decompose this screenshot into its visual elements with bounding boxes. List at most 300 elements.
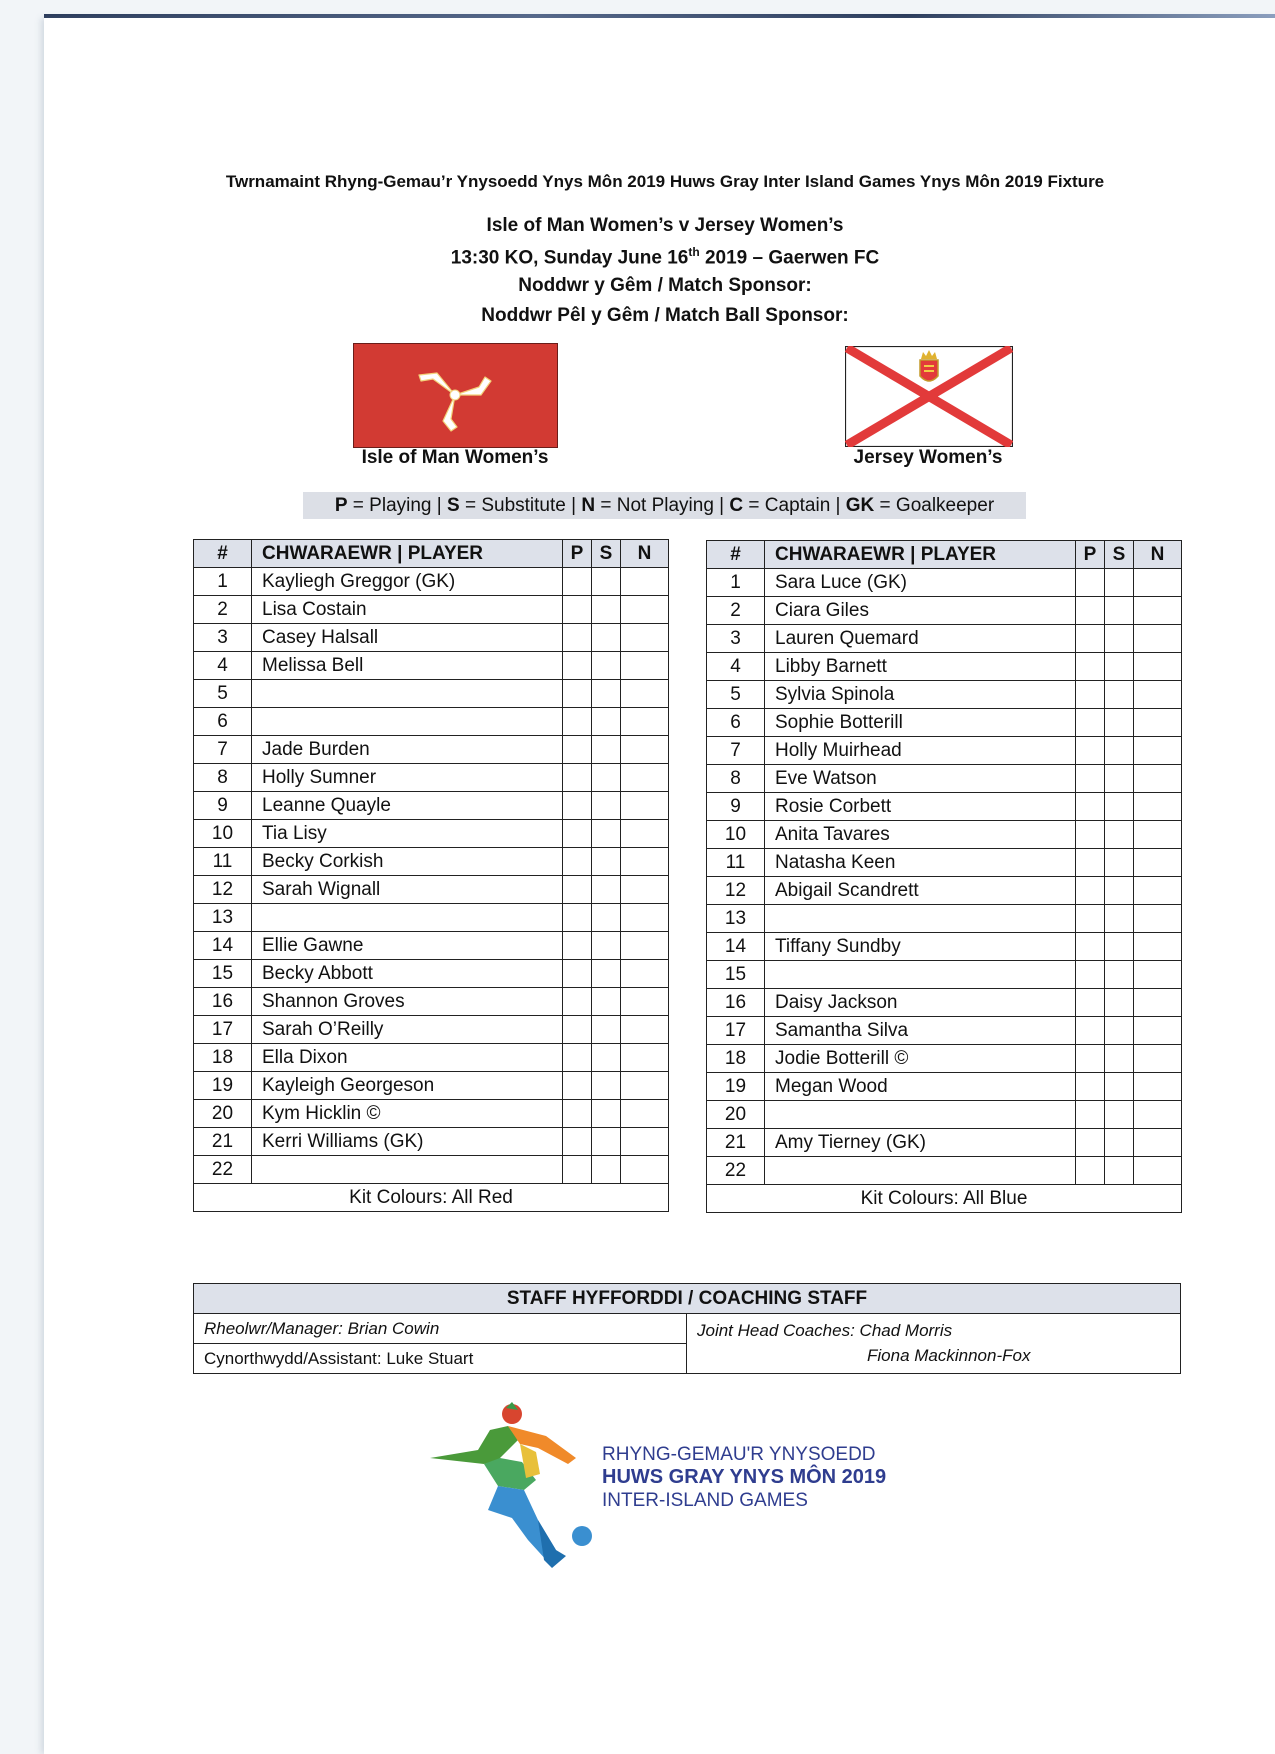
playing-checkbox — [1076, 793, 1105, 821]
playing-checkbox — [1076, 1073, 1105, 1101]
player-number: 20 — [707, 1101, 765, 1129]
substitute-checkbox — [1105, 625, 1134, 653]
table-row — [707, 905, 1182, 933]
not-playing-checkbox — [1134, 933, 1182, 961]
not-playing-checkbox — [621, 1100, 669, 1128]
status-legend — [303, 492, 1026, 519]
playing-checkbox — [563, 708, 592, 736]
player-name: Lisa Costain — [252, 596, 563, 624]
match-title: Isle of Man Women’s v Jersey Women’s — [486, 215, 844, 236]
player-name: Kayliegh Greggor (GK) — [252, 568, 563, 596]
table-row — [707, 709, 1182, 737]
fixture-title: Twrnamaint Rhyng-Gemau’r Ynysoedd Ynys Môn 2019 Huws Gray Inter Island Games Ynys Môn 2019 Fixture — [225, 172, 1105, 191]
table-row — [707, 1045, 1182, 1073]
not-playing-checkbox — [621, 1016, 669, 1044]
playing-checkbox — [1076, 597, 1105, 625]
col-s-header: S — [592, 540, 621, 568]
playing-checkbox — [563, 904, 592, 932]
substitute-checkbox — [592, 1128, 621, 1156]
not-playing-checkbox — [621, 932, 669, 960]
table-row — [194, 708, 669, 736]
not-playing-checkbox — [1134, 737, 1182, 765]
playing-checkbox — [563, 988, 592, 1016]
player-name: Jodie Botterill © — [765, 1045, 1076, 1073]
player-number: 10 — [194, 820, 252, 848]
player-name — [765, 905, 1076, 933]
player-name: Abigail Scandrett — [765, 877, 1076, 905]
player-number: 15 — [707, 961, 765, 989]
table-row — [707, 793, 1182, 821]
table-row — [194, 792, 669, 820]
playing-checkbox — [1076, 1017, 1105, 1045]
player-name — [765, 961, 1076, 989]
substitute-checkbox — [1105, 681, 1134, 709]
table-row — [707, 1129, 1182, 1157]
player-name: Casey Halsall — [252, 624, 563, 652]
col-player-header: CHWARAEWR | PLAYER — [765, 541, 1076, 569]
player-number: 22 — [194, 1156, 252, 1184]
not-playing-checkbox — [1134, 1129, 1182, 1157]
player-name: Megan Wood — [765, 1073, 1076, 1101]
player-number: 5 — [194, 680, 252, 708]
player-number: 1 — [707, 569, 765, 597]
playing-checkbox — [1076, 765, 1105, 793]
player-name: Sara Luce (GK) — [765, 569, 1076, 597]
player-name — [765, 1101, 1076, 1129]
player-number: 18 — [707, 1045, 765, 1073]
player-number: 4 — [707, 653, 765, 681]
substitute-checkbox — [592, 792, 621, 820]
player-name — [765, 1157, 1076, 1185]
not-playing-checkbox — [1134, 709, 1182, 737]
not-playing-checkbox — [621, 596, 669, 624]
not-playing-checkbox — [621, 988, 669, 1016]
substitute-checkbox — [1105, 849, 1134, 877]
not-playing-checkbox — [1134, 1017, 1182, 1045]
playing-checkbox — [1076, 709, 1105, 737]
playing-checkbox — [563, 680, 592, 708]
substitute-checkbox — [1105, 1101, 1134, 1129]
substitute-checkbox — [592, 624, 621, 652]
substitute-checkbox — [1105, 933, 1134, 961]
kit-row — [707, 1185, 1182, 1213]
table-row — [194, 932, 669, 960]
not-playing-checkbox — [621, 1072, 669, 1100]
not-playing-checkbox — [1134, 793, 1182, 821]
player-number: 15 — [194, 960, 252, 988]
player-number: 12 — [194, 876, 252, 904]
playing-checkbox — [1076, 569, 1105, 597]
player-number: 2 — [707, 597, 765, 625]
substitute-checkbox — [592, 680, 621, 708]
playing-checkbox — [1076, 1129, 1105, 1157]
playing-checkbox — [563, 792, 592, 820]
substitute-checkbox — [592, 764, 621, 792]
not-playing-checkbox — [1134, 877, 1182, 905]
player-number: 3 — [194, 624, 252, 652]
table-row — [707, 1073, 1182, 1101]
away-kit-colours: Kit Colours: All Blue — [707, 1185, 1182, 1213]
table-row — [707, 737, 1182, 765]
table-row — [194, 960, 669, 988]
table-row — [194, 848, 669, 876]
legend-p-text: = Playing | — [347, 495, 447, 516]
not-playing-checkbox — [1134, 569, 1182, 597]
player-number: 18 — [194, 1044, 252, 1072]
player-name — [252, 680, 563, 708]
player-name — [252, 708, 563, 736]
table-row — [707, 877, 1182, 905]
player-number: 13 — [707, 905, 765, 933]
not-playing-checkbox — [1134, 681, 1182, 709]
ball-sponsor: Noddwr Pêl y Gêm / Match Ball Sponsor: — [481, 305, 849, 326]
table-row — [194, 1128, 669, 1156]
playing-checkbox — [1076, 1157, 1105, 1185]
player-name: Daisy Jackson — [765, 989, 1076, 1017]
table-row — [194, 1072, 669, 1100]
island-games-logo-icon — [428, 1400, 598, 1580]
assistant-cell: Cynorthwydd/Assistant: Luke Stuart — [194, 1344, 687, 1374]
player-name: Samantha Silva — [765, 1017, 1076, 1045]
legend-n-key: N — [581, 495, 596, 516]
table-row — [707, 1101, 1182, 1129]
playing-checkbox — [563, 960, 592, 988]
substitute-checkbox — [1105, 597, 1134, 625]
substitute-checkbox — [1105, 877, 1134, 905]
player-number: 16 — [194, 988, 252, 1016]
table-row — [707, 653, 1182, 681]
playing-checkbox — [1076, 821, 1105, 849]
logo-line-sponsor: HUWS GRAY YNYS MÔN 2019 — [602, 1466, 887, 1488]
legend-p-key: P — [334, 495, 348, 516]
col-number-header: # — [194, 540, 252, 568]
not-playing-checkbox — [621, 1156, 669, 1184]
substitute-checkbox — [1105, 905, 1134, 933]
player-name: Ciara Giles — [765, 597, 1076, 625]
table-row — [194, 624, 669, 652]
playing-checkbox — [1076, 905, 1105, 933]
player-name: Kerri Williams (GK) — [252, 1128, 563, 1156]
player-number: 19 — [194, 1072, 252, 1100]
legend-c-key: C — [729, 495, 744, 516]
not-playing-checkbox — [621, 904, 669, 932]
playing-checkbox — [563, 764, 592, 792]
table-row — [194, 1100, 669, 1128]
player-number: 7 — [194, 736, 252, 764]
table-row — [194, 596, 669, 624]
playing-checkbox — [1076, 877, 1105, 905]
table-row — [707, 1017, 1182, 1045]
player-name: Becky Abbott — [252, 960, 563, 988]
substitute-checkbox — [1105, 961, 1134, 989]
col-s-header: S — [1105, 541, 1134, 569]
substitute-checkbox — [592, 1044, 621, 1072]
player-name: Natasha Keen — [765, 849, 1076, 877]
not-playing-checkbox — [621, 680, 669, 708]
substitute-checkbox — [1105, 1045, 1134, 1073]
table-row — [194, 568, 669, 596]
playing-checkbox — [1076, 1101, 1105, 1129]
table-row — [707, 765, 1182, 793]
playing-checkbox — [563, 820, 592, 848]
substitute-checkbox — [1105, 653, 1134, 681]
player-number: 13 — [194, 904, 252, 932]
substitute-checkbox — [1105, 1017, 1134, 1045]
player-name: Jade Burden — [252, 736, 563, 764]
not-playing-checkbox — [621, 652, 669, 680]
substitute-checkbox — [1105, 1129, 1134, 1157]
legend-s-key: S — [447, 495, 460, 516]
player-name: Sophie Botterill — [765, 709, 1076, 737]
table-row — [707, 933, 1182, 961]
player-number: 17 — [707, 1017, 765, 1045]
substitute-checkbox — [592, 988, 621, 1016]
player-number: 14 — [194, 932, 252, 960]
player-name: Amy Tierney (GK) — [765, 1129, 1076, 1157]
player-number: 12 — [707, 877, 765, 905]
substitute-checkbox — [1105, 709, 1134, 737]
playing-checkbox — [563, 568, 592, 596]
table-row — [707, 989, 1182, 1017]
player-number: 6 — [194, 708, 252, 736]
substitute-checkbox — [1105, 765, 1134, 793]
home-roster-body — [194, 568, 669, 1184]
player-number: 17 — [194, 1016, 252, 1044]
table-row — [194, 1016, 669, 1044]
player-number: 16 — [707, 989, 765, 1017]
table-row — [194, 680, 669, 708]
playing-checkbox — [1076, 989, 1105, 1017]
not-playing-checkbox — [621, 624, 669, 652]
table-row — [194, 764, 669, 792]
player-name: Shannon Groves — [252, 988, 563, 1016]
player-name: Melissa Bell — [252, 652, 563, 680]
player-name: Libby Barnett — [765, 653, 1076, 681]
player-name: Eve Watson — [765, 765, 1076, 793]
substitute-checkbox — [1105, 793, 1134, 821]
table-row — [707, 597, 1182, 625]
player-name: Anita Tavares — [765, 821, 1076, 849]
playing-checkbox — [1076, 653, 1105, 681]
playing-checkbox — [563, 1156, 592, 1184]
playing-checkbox — [1076, 961, 1105, 989]
player-name: Sarah Wignall — [252, 876, 563, 904]
substitute-checkbox — [592, 708, 621, 736]
substitute-checkbox — [592, 596, 621, 624]
playing-checkbox — [563, 1100, 592, 1128]
games-logo-text — [602, 1443, 942, 1512]
col-n-header: N — [1134, 541, 1182, 569]
playing-checkbox — [563, 652, 592, 680]
not-playing-checkbox — [1134, 653, 1182, 681]
not-playing-checkbox — [1134, 961, 1182, 989]
not-playing-checkbox — [1134, 1157, 1182, 1185]
player-name: Leanne Quayle — [252, 792, 563, 820]
player-number: 8 — [707, 765, 765, 793]
player-number: 5 — [707, 681, 765, 709]
table-header-row — [707, 541, 1182, 569]
substitute-checkbox — [592, 960, 621, 988]
player-number: 9 — [707, 793, 765, 821]
substitute-checkbox — [592, 848, 621, 876]
not-playing-checkbox — [621, 820, 669, 848]
player-name: Rosie Corbett — [765, 793, 1076, 821]
not-playing-checkbox — [621, 708, 669, 736]
substitute-checkbox — [1105, 737, 1134, 765]
substitute-checkbox — [592, 736, 621, 764]
not-playing-checkbox — [1134, 821, 1182, 849]
table-row — [707, 1157, 1182, 1185]
playing-checkbox — [1076, 1045, 1105, 1073]
substitute-checkbox — [1105, 569, 1134, 597]
substitute-checkbox — [1105, 821, 1134, 849]
logo-line-english: INTER-ISLAND GAMES — [602, 1490, 808, 1511]
player-number: 3 — [707, 625, 765, 653]
home-team-name: Isle of Man Women’s — [361, 447, 549, 468]
playing-checkbox — [563, 736, 592, 764]
substitute-checkbox — [1105, 1157, 1134, 1185]
player-number: 22 — [707, 1157, 765, 1185]
not-playing-checkbox — [621, 568, 669, 596]
player-name: Sarah O’Reilly — [252, 1016, 563, 1044]
playing-checkbox — [563, 848, 592, 876]
table-row — [194, 988, 669, 1016]
substitute-checkbox — [592, 652, 621, 680]
table-row — [194, 820, 669, 848]
away-roster-body — [707, 569, 1182, 1185]
player-name: Ella Dixon — [252, 1044, 563, 1072]
playing-checkbox — [563, 932, 592, 960]
table-row — [707, 849, 1182, 877]
player-number: 1 — [194, 568, 252, 596]
playing-checkbox — [563, 1128, 592, 1156]
player-name: Sylvia Spinola — [765, 681, 1076, 709]
table-row — [194, 736, 669, 764]
away-team-name: Jersey Women’s — [853, 447, 1003, 468]
substitute-checkbox — [592, 932, 621, 960]
player-number: 11 — [707, 849, 765, 877]
manager-cell: Rheolwr/Manager: Brian Cowin — [194, 1314, 687, 1344]
not-playing-checkbox — [1134, 625, 1182, 653]
not-playing-checkbox — [1134, 1073, 1182, 1101]
substitute-checkbox — [592, 568, 621, 596]
substitute-checkbox — [592, 820, 621, 848]
table-header-row — [194, 540, 669, 568]
coaching-staff-table — [193, 1283, 1181, 1374]
kickoff-venue: 2019 – Gaerwen FC — [699, 247, 880, 269]
playing-checkbox — [563, 596, 592, 624]
col-p-header: P — [1076, 541, 1105, 569]
player-name: Lauren Quemard — [765, 625, 1076, 653]
not-playing-checkbox — [1134, 989, 1182, 1017]
kickoff-ordinal: th — [688, 245, 700, 259]
not-playing-checkbox — [621, 960, 669, 988]
home-kit-colours: Kit Colours: All Red — [194, 1184, 669, 1212]
table-row — [194, 876, 669, 904]
not-playing-checkbox — [621, 876, 669, 904]
playing-checkbox — [563, 876, 592, 904]
playing-checkbox — [1076, 681, 1105, 709]
legend-n-text: = Not Playing | — [595, 495, 730, 516]
playing-checkbox — [563, 624, 592, 652]
player-name — [252, 1156, 563, 1184]
table-row — [194, 1156, 669, 1184]
substitute-checkbox — [592, 1100, 621, 1128]
player-number: 7 — [707, 737, 765, 765]
table-row — [707, 961, 1182, 989]
player-name: Ellie Gawne — [252, 932, 563, 960]
playing-checkbox — [1076, 849, 1105, 877]
table-row — [707, 821, 1182, 849]
substitute-checkbox — [592, 1072, 621, 1100]
player-name: Becky Corkish — [252, 848, 563, 876]
not-playing-checkbox — [1134, 905, 1182, 933]
player-number: 21 — [707, 1129, 765, 1157]
player-number: 9 — [194, 792, 252, 820]
head-coaches-line1: Joint Head Coaches: Chad Morris — [697, 1321, 953, 1340]
playing-checkbox — [1076, 933, 1105, 961]
jersey-flag-icon — [845, 346, 1013, 447]
logo-line-welsh: RHYNG-GEMAU'R YNYSOEDD — [602, 1444, 876, 1465]
not-playing-checkbox — [621, 1044, 669, 1072]
table-row — [194, 1044, 669, 1072]
table-row — [194, 904, 669, 932]
table-row — [194, 652, 669, 680]
player-name: Tiffany Sundby — [765, 933, 1076, 961]
player-number: 20 — [194, 1100, 252, 1128]
player-name — [252, 904, 563, 932]
player-name: Kayleigh Georgeson — [252, 1072, 563, 1100]
player-name: Kym Hicklin © — [252, 1100, 563, 1128]
playing-checkbox — [563, 1044, 592, 1072]
match-sponsor: Noddwr y Gêm / Match Sponsor: — [518, 275, 812, 296]
legend-gk-text: = Goalkeeper — [874, 495, 995, 516]
player-name: Tia Lisy — [252, 820, 563, 848]
player-number: 14 — [707, 933, 765, 961]
col-p-header: P — [563, 540, 592, 568]
kit-row — [194, 1184, 669, 1212]
legend-gk-key: GK — [845, 495, 875, 516]
head-coaches-line2: Fiona Mackinnon-Fox — [867, 1346, 1031, 1365]
substitute-checkbox — [1105, 989, 1134, 1017]
player-number: 4 — [194, 652, 252, 680]
player-number: 6 — [707, 709, 765, 737]
kickoff-line — [300, 245, 1030, 269]
head-coaches-cell — [687, 1314, 1181, 1374]
not-playing-checkbox — [621, 764, 669, 792]
playing-checkbox — [563, 1016, 592, 1044]
away-roster-table — [706, 540, 1182, 1213]
table-row — [707, 625, 1182, 653]
substitute-checkbox — [1105, 1073, 1134, 1101]
not-playing-checkbox — [1134, 1045, 1182, 1073]
table-row — [707, 569, 1182, 597]
player-number: 2 — [194, 596, 252, 624]
playing-checkbox — [1076, 625, 1105, 653]
not-playing-checkbox — [621, 736, 669, 764]
home-roster-table — [193, 539, 669, 1212]
isle-of-man-flag-icon — [353, 343, 558, 448]
player-name: Holly Sumner — [252, 764, 563, 792]
substitute-checkbox — [592, 904, 621, 932]
not-playing-checkbox — [621, 792, 669, 820]
player-number: 19 — [707, 1073, 765, 1101]
col-number-header: # — [707, 541, 765, 569]
staff-title: STAFF HYFFORDDI / COACHING STAFF — [194, 1284, 1181, 1314]
playing-checkbox — [1076, 737, 1105, 765]
player-number: 11 — [194, 848, 252, 876]
not-playing-checkbox — [621, 848, 669, 876]
